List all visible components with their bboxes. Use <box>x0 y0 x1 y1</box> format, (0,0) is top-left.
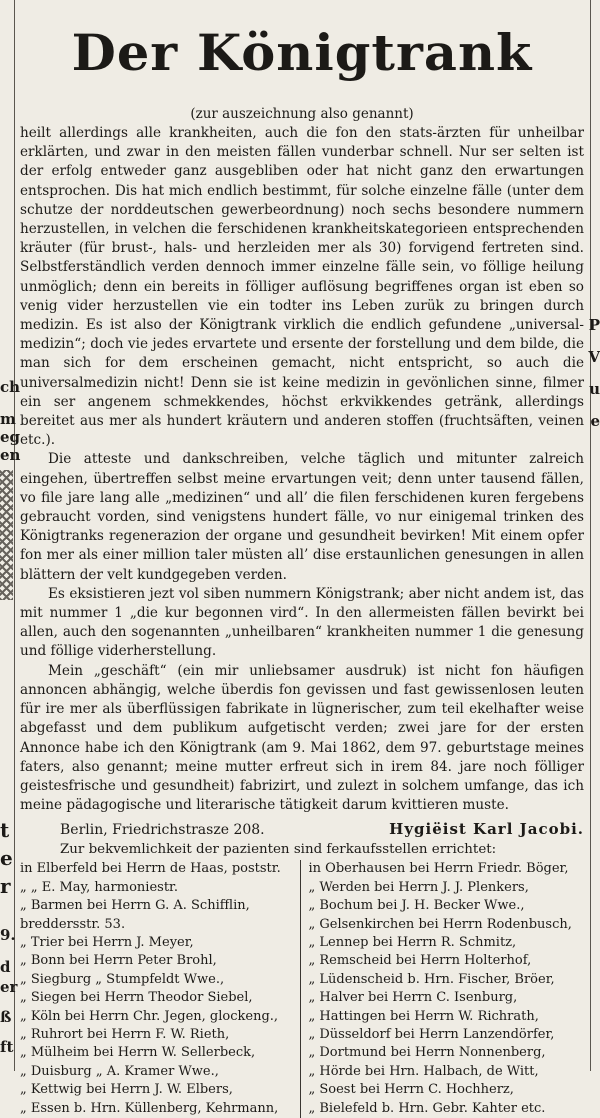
store-entry: „ Lüdenscheid b. Hrn. Fischer, Bröer, <box>308 971 555 987</box>
store-entry: „ Kettwig bei Herrn J. W. Elbers, <box>20 1082 233 1098</box>
stores-intro: Zur bekvemlichkeit der pazienten sind ferkaufsstellen errichtet: <box>60 842 497 858</box>
article-body <box>20 124 584 815</box>
margin-fragment: e <box>590 412 600 430</box>
left-column-fragment <box>0 0 21 1071</box>
margin-fragment: ß <box>0 1008 12 1026</box>
store-entry: in Oberhausen bei Herrn Friedr. Böger, <box>308 861 569 877</box>
margin-fragment: P <box>588 316 600 334</box>
store-entry: „ Soest bei Herrn C. Hochherz, <box>308 1082 514 1098</box>
store-entry: breddersstr. 53. <box>20 916 126 932</box>
margin-fragment: 9. <box>0 926 16 944</box>
margin-fragment: t <box>0 818 10 842</box>
margin-fragment: e <box>0 846 13 870</box>
margin-fragment: ft <box>0 1038 14 1056</box>
margin-fragment: ch <box>0 378 21 396</box>
store-entry: „ Hattingen bei Herrn W. Richrath, <box>308 1008 539 1024</box>
store-entry: „ Siegen bei Herrn Theodor Siebel, <box>20 990 253 1006</box>
store-list-right <box>309 860 585 1118</box>
signature-line <box>20 819 584 841</box>
store-entry: „ Remscheid bei Herrn Holterhof, <box>308 953 532 969</box>
margin-fragment: u <box>589 380 600 398</box>
store-entry: „ Bonn bei Herrn Peter Brohl, <box>20 953 217 969</box>
store-entry: in Elberfeld bei Herrn de Haas, poststr. <box>20 861 281 877</box>
store-entry: „ Trier bei Herrn J. Meyer, <box>20 934 194 950</box>
store-list <box>20 860 584 1118</box>
margin-fragment: r <box>0 874 11 898</box>
signature: Hygiëist Karl Jacobi. <box>389 820 584 839</box>
margin-fragment: V <box>588 348 600 366</box>
store-entry: „ Hörde bei Hrn. Halbach, de Witt, <box>308 1063 539 1079</box>
margin-fragment: er <box>0 978 18 996</box>
margin-fragment: eg <box>0 428 21 446</box>
store-entry: „ Barmen bei Herrn G. A. Schifflin, <box>20 898 250 914</box>
store-entry: „ Dortmund bei Herrn Nonnenberg, <box>308 1045 546 1061</box>
paragraph: Es eksistieren jezt vol siben nummern Königstrank; aber nicht andem ist, das mit nummer 1 „die kur begonnen vird“. In den allermeisten fällen bevirkt bei allen, auch den sogenannten „unheilbaren“ krankheiten nummer 1 die genesung und föllige viderherstellung. <box>20 585 584 660</box>
store-entry: „ Ruhrort bei Herrn F. W. Rieth, <box>20 1026 230 1042</box>
store-entry: „ Köln bei Herrn Chr. Jegen, glockeng., <box>20 1008 279 1024</box>
paragraph: Die atteste und dankschreiben, velche täglich und mitunter zalreich eingehen, übertreffen selbst meine ervartungen veit; denn unter tausend fällen, vo file jare lang alle „medizinen“ und all’ die filen ferschidenen kuren fergebens gebraucht vorden, sind venigstens hundert fälle, vo nur einigemal trinken des Königtranks regenerazion der organe und gesundheit bevirken! Mit einem opfer fon mer als einer million taler müsten all’ dise erstaunlichen genesungen in allen blättern der velt kundgegeben verden. <box>20 451 584 583</box>
store-entry: „ Bochum bei J. H. Becker Wwe., <box>308 898 525 914</box>
margin-fragment: m <box>0 410 16 428</box>
store-entry: „ Düsseldorf bei Herrn Lanzendörfer, <box>308 1026 555 1042</box>
store-entry: „ Lennep bei Herrn R. Schmitz, <box>308 934 517 950</box>
margin-fragment: d <box>0 958 11 976</box>
headline: Der Königtrank <box>71 23 533 82</box>
address: Berlin, Friedrichstrasze 208. <box>60 822 265 839</box>
decorative-border <box>0 470 13 600</box>
margin-fragment: en <box>0 446 21 464</box>
paragraph: Mein „geschäft“ (ein mir unliebsamer ausdruk) ist nicht fon häufigen annoncen abhängig, welche überdis fon gevissen und fast gewissenlosen leuten für ire mer als überflüssigen fabrikate in lügnerischer, zum teil ekelhafter weise abgefasst und dem publikum aufgetischt verden; zwei jare for der ersten Annonce habe ich den Königtrank (am 9. Mai 1862, dem 97. geburtstage meines faters, also genannt; meine mutter erfreut sich in irem 84. jare noch fölliger geistesfrische und gesundheit) fabrizirt, und zulezt in solchem umfange, das ich meine pädagogische und literarische tätigkeit darum kvittieren muste. <box>20 662 584 814</box>
store-entry: „ „ E. May, harmoniestr. <box>20 879 178 895</box>
store-entry: „ Gelsenkirchen bei Herrn Rodenbusch, <box>308 916 572 932</box>
store-entry: „ Essen b. Hrn. Küllenberg, Kehrmann, <box>20 1100 279 1116</box>
store-entry: „ Werden bei Herrn J. J. Plenkers, <box>308 879 529 895</box>
store-entry: „ Bielefeld b. Hrn. Gebr. Kahter etc. <box>308 1100 546 1116</box>
store-entry: „ Mülheim bei Herrn W. Sellerbeck, <box>20 1045 256 1061</box>
subtitle: (zur auszeichnung also genannt) <box>190 106 414 122</box>
right-column-fragment <box>590 0 600 1071</box>
store-entry: „ Siegburg „ Stumpfeldt Wwe., <box>20 971 225 987</box>
store-list-left <box>20 860 301 1118</box>
advertisement-column <box>20 12 584 1118</box>
paragraph: heilt allerdings alle krankheiten, auch die fon den stats-ärzten für unheilbar erklärten, und zwar in den meisten fällen vunderbar schnell. Nur ser selten ist der erfolg entweder ganz ausgebliben oder hat nicht ganz den erwartungen entsprochen. Dis hat mich endlich bestimmt, für solche einzelne fälle (unter dem schutze der norddeutschen gewerbeordnung) noch sechs besondere nummern herzustellen, in velchen die ferschidenen krankheitskategorieen entsprechenden kräuter (für brust-, hals- und herzleiden mer als 30) forvigend fertreten sind. Selbstferständlich verden dennoch immer einzelne fälle sein, vo föllige heilung unmöglich; denn ein bereits in fölliger auflösung begriffenes organ ist eben so venig vider herzustellen vie ein todter ins Leben zurük zu bringen durch medizin. Es ist also der Königtrank virklich die endlich gefundene „universal-medizin“; doch vie jedes ervartete und ersente der forstellung und dem bilde, die man sich for dem erscheinen gemacht, nicht entspricht, so auch die universalmedizin nicht! Denn sie ist keine medizin in gevönlichen sinne, filmer ein ser angenem schmekkendes, höchst erkvikkendes getränk, allerdings bereitet aus mer als hundert kräutern und anderen stoffen (fruchtsäften, veinen etc.). <box>20 125 584 449</box>
store-entry: „ Halver bei Herrn C. Isenburg, <box>308 990 518 1006</box>
store-entry: „ Duisburg „ A. Kramer Wwe., <box>20 1063 219 1079</box>
